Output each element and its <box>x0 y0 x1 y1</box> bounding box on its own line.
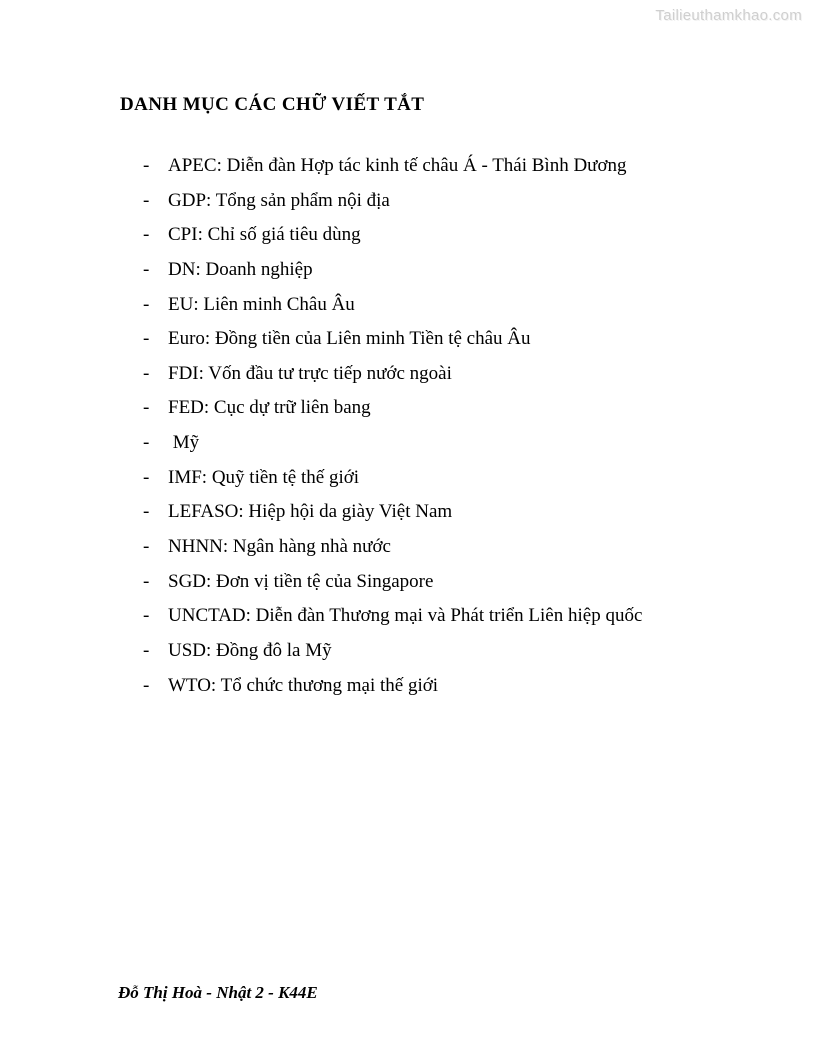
list-item <box>143 357 703 392</box>
list-item <box>143 669 703 704</box>
list-item <box>143 253 703 288</box>
abbreviation-text: IMF: Quỹ tiền tệ thế giới <box>168 466 360 488</box>
abbreviation-text: CPI: Chỉ số giá tiêu dùng <box>168 224 361 246</box>
bullet-dash: - <box>143 155 150 176</box>
bullet-dash: - <box>143 501 150 523</box>
list-item <box>143 426 703 461</box>
abbreviation-text: UNCTAD: Diễn đàn Thương mại và Phát triển Liên hiệp quốc <box>168 605 643 627</box>
list-item <box>143 322 703 357</box>
abbreviation-text: DN: Doanh nghiệp <box>168 258 313 280</box>
bullet-dash: - <box>143 536 150 558</box>
bullet-dash: - <box>143 639 150 661</box>
list-item <box>143 565 703 600</box>
abbreviation-text: FED: Cục dự trữ liên bang <box>168 397 371 419</box>
bullet-dash: - <box>143 189 150 211</box>
bullet-dash: - <box>143 605 150 627</box>
abbreviation-list <box>143 149 703 703</box>
abbreviation-text: USD: Đồng đô la Mỹ <box>168 639 332 661</box>
abbreviation-text: LEFASO: Hiệp hội da giày Việt Nam <box>168 501 453 523</box>
list-item <box>143 530 703 565</box>
bullet-dash: - <box>143 466 150 488</box>
bullet-dash: - <box>143 432 150 454</box>
abbreviation-text: NHNN: Ngân hàng nhà nước <box>168 536 391 558</box>
abbreviation-text: Euro: Đồng tiền của Liên minh Tiền tệ châu Âu <box>168 328 531 350</box>
list-item <box>143 634 703 669</box>
list-item <box>143 218 703 253</box>
abbreviation-text: WTO: Tổ chức thương mại thế giới <box>168 674 439 696</box>
bullet-dash: - <box>143 293 150 315</box>
abbreviation-text: APEC: Diễn đàn Hợp tác kinh tế châu Á - Thái Bình Dương <box>168 155 627 176</box>
bullet-dash: - <box>143 328 150 350</box>
bullet-dash: - <box>143 362 150 384</box>
list-item <box>143 184 703 219</box>
list-item <box>143 599 703 634</box>
abbreviation-text: FDI: Vốn đầu tư trực tiếp nước ngoài <box>168 362 452 384</box>
bullet-dash: - <box>143 674 150 696</box>
bullet-dash: - <box>143 397 150 419</box>
bullet-dash: - <box>143 570 150 592</box>
bullet-dash: - <box>143 258 150 280</box>
bullet-dash: - <box>143 224 150 246</box>
abbreviation-text: Mỹ <box>168 432 200 454</box>
list-item <box>143 149 703 184</box>
list-item <box>143 288 703 323</box>
footer-author: Đỗ Thị Hoà - Nhật 2 - K44E <box>118 983 318 1002</box>
list-item <box>143 391 703 426</box>
abbreviation-text: EU: Liên minh Châu Âu <box>168 293 355 315</box>
watermark: Tailieuthamkhao.com <box>655 7 802 24</box>
list-item <box>143 495 703 530</box>
abbreviation-text: GDP: Tổng sản phẩm nội địa <box>168 189 390 211</box>
list-item <box>143 461 703 496</box>
page-title: DANH MỤC CÁC CHỮ VIẾT TẮT <box>120 94 425 115</box>
abbreviation-text: SGD: Đơn vị tiền tệ của Singapore <box>168 570 434 592</box>
